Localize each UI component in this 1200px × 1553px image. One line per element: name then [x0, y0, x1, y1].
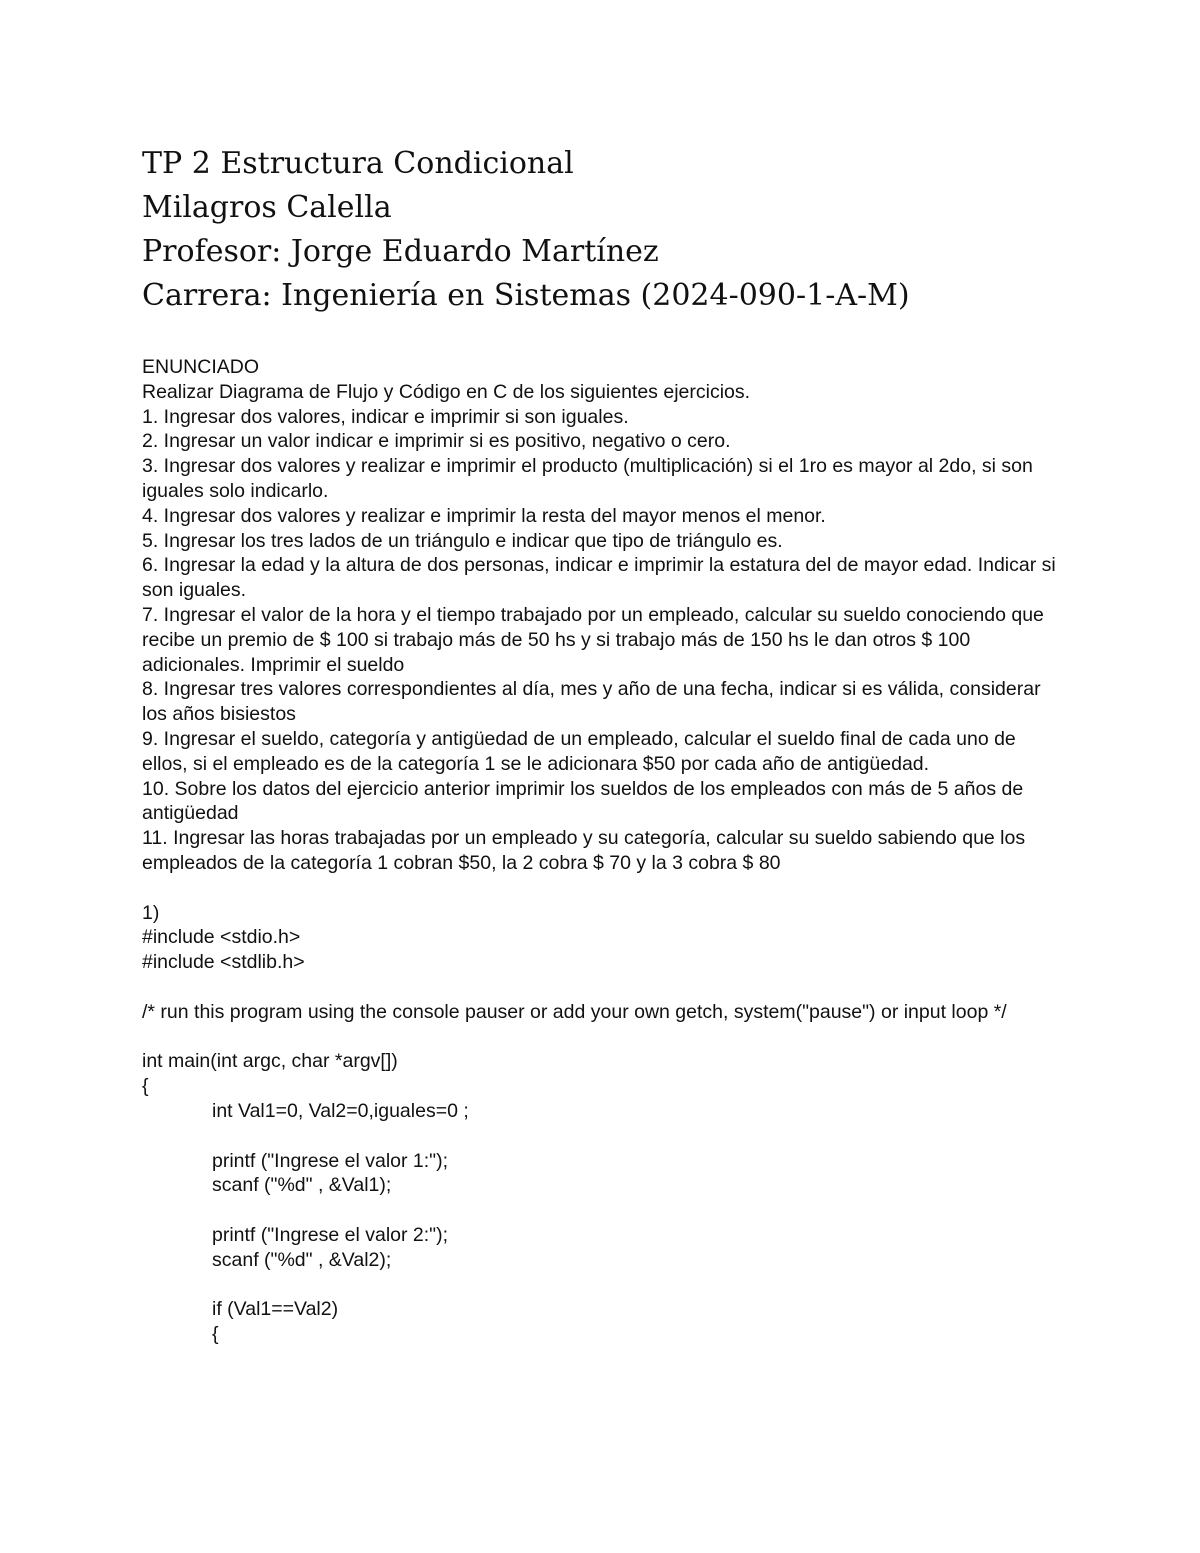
spacer	[142, 1272, 1057, 1297]
statement-intro: Realizar Diagrama de Flujo y Código en C de los siguientes ejercicios.	[142, 380, 751, 403]
code-open-brace: {	[142, 1075, 149, 1098]
exercise-item: 1. Ingresar dos valores, indicar e imprimir si son iguales.	[142, 405, 629, 428]
exercise-item: 7. Ingresar el valor de la hora y el tiempo trabajado por un empleado, calcular su sueldo conociendo que recibe un premio de $ 100 si trabajo más de 50 hs y si trabajo más de 150 hs le dan otros $ 100 adicionales. Imprimir el sueldo	[142, 603, 1050, 676]
spacer	[142, 876, 1057, 901]
spacer	[142, 1198, 1057, 1223]
exercise-item: 4. Ingresar dos valores y realizar e imprimir la resta del mayor menos el menor.	[142, 504, 826, 527]
exercise-item: 9. Ingresar el sueldo, categoría y antigüedad de un empleado, calcular el sueldo final de cada uno de ellos, si el empleado es de la categoría 1 se le adicionara $50 por cada año de antigüedad.	[142, 727, 1022, 775]
code-declaration: int Val1=0, Val2=0,iguales=0 ;	[212, 1099, 469, 1122]
code-scanf-val2: scanf ("%d" , &Val2);	[212, 1248, 392, 1271]
code-printf-val1: printf ("Ingrese el valor 1:");	[212, 1149, 449, 1172]
exercise-item: 5. Ingresar los tres lados de un triángulo e indicar que tipo de triángulo es.	[142, 529, 783, 552]
document-body	[142, 355, 1062, 1347]
professor-name: Profesor: Jorge Eduardo Martínez	[142, 234, 659, 269]
spacer	[142, 1025, 1057, 1050]
exercise-item: 6. Ingresar la edad y la altura de dos personas, indicar e imprimir la estatura del de mayor edad. Indicar si son iguales.	[142, 554, 1062, 602]
exercise-item: 10. Sobre los datos del ejercicio anterior imprimir los sueldos de los empleados con más de 5 años de antigüedad	[142, 777, 1029, 825]
exercise-item: 8. Ingresar tres valores correspondientes al día, mes y año de una fecha, indicar si es válida, considerar los años bisiestos	[142, 678, 1046, 726]
spacer	[142, 1124, 1057, 1149]
document-title: TP 2 Estructura Condicional	[142, 146, 574, 181]
code-comment: /* run this program using the console pauser or add your own getch, system("pause") or input loop */	[142, 1000, 1007, 1023]
code-printf-val2: printf ("Ingrese el valor 2:");	[212, 1223, 449, 1246]
author-name: Milagros Calella	[142, 190, 392, 225]
code-if-condition: if (Val1==Val2)	[212, 1298, 339, 1321]
code-include-stdio: #include <stdio.h>	[142, 926, 301, 949]
career-info: Carrera: Ingeniería en Sistemas (2024-090-1-A-M)	[142, 278, 910, 313]
code-section-label: 1)	[142, 901, 160, 924]
code-include-stdlib: #include <stdlib.h>	[142, 951, 305, 974]
statement-heading: ENUNCIADO	[142, 356, 260, 378]
exercise-item: 11. Ingresar las horas trabajadas por un empleado y su categoría, calcular su sueldo sabiendo que los empleados de la categoría 1 cobran $50, la 2 cobra $ 70 y la 3 cobra $ 80	[142, 827, 1031, 874]
code-if-brace: {	[212, 1323, 219, 1346]
spacer	[142, 975, 1057, 1000]
exercise-item: 3. Ingresar dos valores y realizar e imprimir el producto (multiplicación) si el 1ro es mayor al 2do, si son iguales solo indicarlo.	[142, 455, 1039, 502]
code-main-signature: int main(int argc, char *argv[])	[142, 1050, 398, 1073]
document-header	[142, 142, 1092, 318]
exercise-item: 2. Ingresar un valor indicar e imprimir si es positivo, negativo o cero.	[142, 430, 731, 453]
code-scanf-val1: scanf ("%d" , &Val1);	[212, 1174, 392, 1197]
